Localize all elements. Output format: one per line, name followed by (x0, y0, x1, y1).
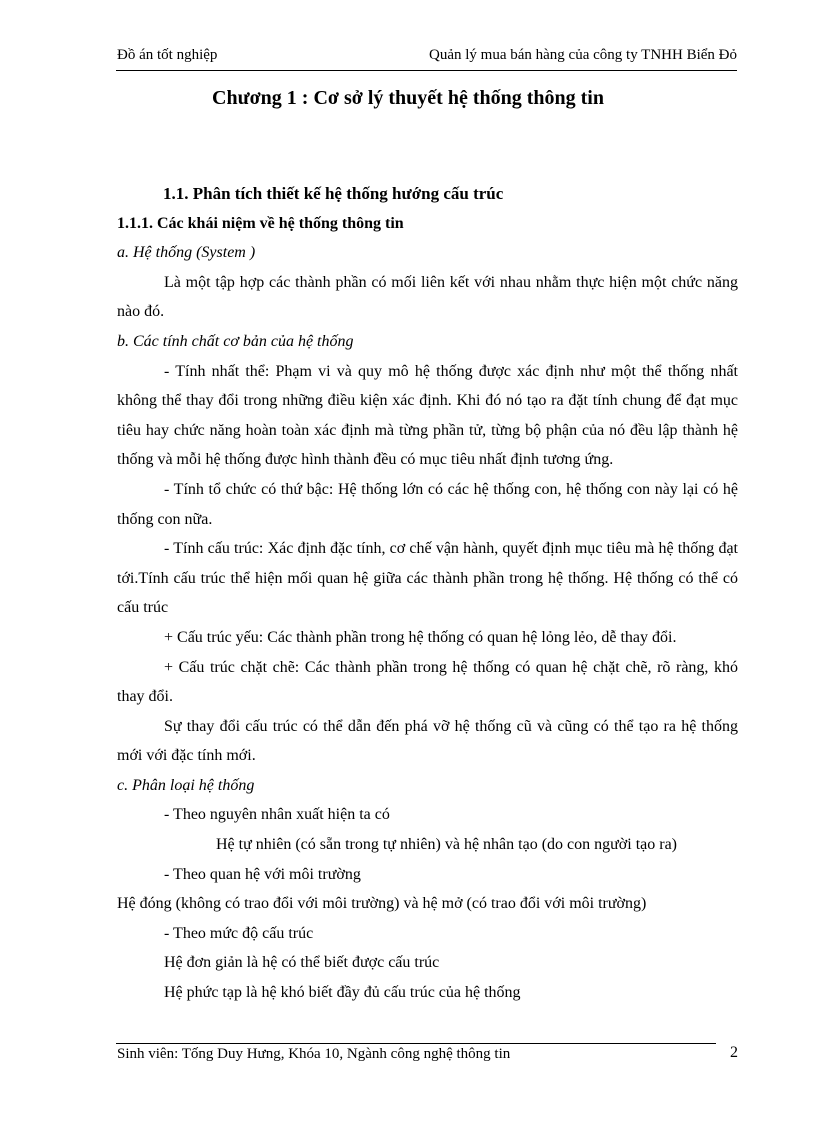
footer-divider (116, 1043, 716, 1044)
paragraph-structure: - Tính cấu trúc: Xác định đặc tính, cơ chế vận hành, quyết định mục tiêu mà hệ thống đạt tới.Tính cấu trúc thể hiện mối quan hệ giữa các thành phần trong hệ thống. Hệ thống có thể có cấu trúc (117, 540, 738, 617)
paragraph-weak-structure: + Cấu trúc yếu: Các thành phần trong hệ thống có quan hệ lỏng lẻo, dễ thay đổi. (164, 628, 677, 646)
list-detail-simple: Hệ đơn giản là hệ có thể biết được cấu trúc (164, 954, 440, 972)
item-heading-a: a. Hệ thống (System ) (117, 244, 256, 262)
paragraph-unity: - Tính nhất thể: Phạm vi và quy mô hệ thống được xác định như một thể thống nhất không thể thay đổi trong những điều kiện xác định. Khi đó nó tạo ra đặt tính chung để đạt mục tiêu hay chức năng hoàn toàn xác định mà từng phần tử, từng bộ phận của nó đều lập thành hệ thống và mỗi hệ thống được hình thành đều có mục tiêu nhất định tương ứng. (117, 362, 738, 469)
document-body (117, 179, 738, 1008)
header-project-title: Quản lý mua bán hàng của công ty TNHH Biển Đỏ (429, 47, 737, 63)
subsection-heading-1-1-1: 1.1.1. Các khái niệm về hệ thống thông tin (117, 214, 404, 232)
paragraph-strong-structure: + Cấu trúc chặt chẽ: Các thành phần trong hệ thống có quan hệ chặt chẽ, rõ ràng, khó thay đổi. (117, 658, 738, 706)
page-number: 2 (730, 1044, 738, 1061)
item-heading-b: b. Các tính chất cơ bản của hệ thống (117, 332, 354, 350)
list-detail-closed-open: Hệ đóng (không có trao đổi với môi trường) và hệ mở (có trao đổi với môi trường) (117, 895, 647, 913)
list-item-by-origin: - Theo nguyên nhân xuất hiện ta có (164, 806, 390, 824)
list-item-by-environment: - Theo quan hệ với môi trường (164, 865, 361, 883)
item-heading-c: c. Phân loại hệ thống (117, 776, 255, 794)
header-divider (116, 70, 737, 71)
header-document-type: Đồ án tốt nghiệp (117, 47, 218, 63)
footer-student-info: Sinh viên: Tống Duy Hưng, Khóa 10, Ngành công nghệ thông tin (117, 1046, 511, 1062)
paragraph-structure-change: Sự thay đổi cấu trúc có thể dẫn đến phá vỡ hệ thống cũ và cũng có thể tạo ra hệ thống mới với đặc tính mới. (117, 717, 738, 765)
list-item-by-structure: - Theo mức độ cấu trúc (164, 924, 314, 942)
paragraph-hierarchy: - Tính tổ chức có thứ bậc: Hệ thống lớn có các hệ thống con, hệ thống con này lại có hệ thống con nữa. (117, 480, 738, 528)
list-detail-complex: Hệ phức tạp là hệ khó biết đầy đủ cấu trúc của hệ thống (164, 984, 521, 1002)
paragraph-system-definition: Là một tập hợp các thành phần có mối liên kết với nhau nhằm thực hiện một chức năng nào đó. (117, 273, 738, 321)
chapter-title: Chương 1 : Cơ sở lý thuyết hệ thống thông tin (212, 87, 604, 109)
section-heading-1-1: 1.1. Phân tích thiết kế hệ thống hướng cấu trúc (163, 184, 504, 203)
list-detail-natural-artificial: Hệ tự nhiên (có sẵn trong tự nhiên) và hệ nhân tạo (do con người tạo ra) (216, 836, 678, 854)
